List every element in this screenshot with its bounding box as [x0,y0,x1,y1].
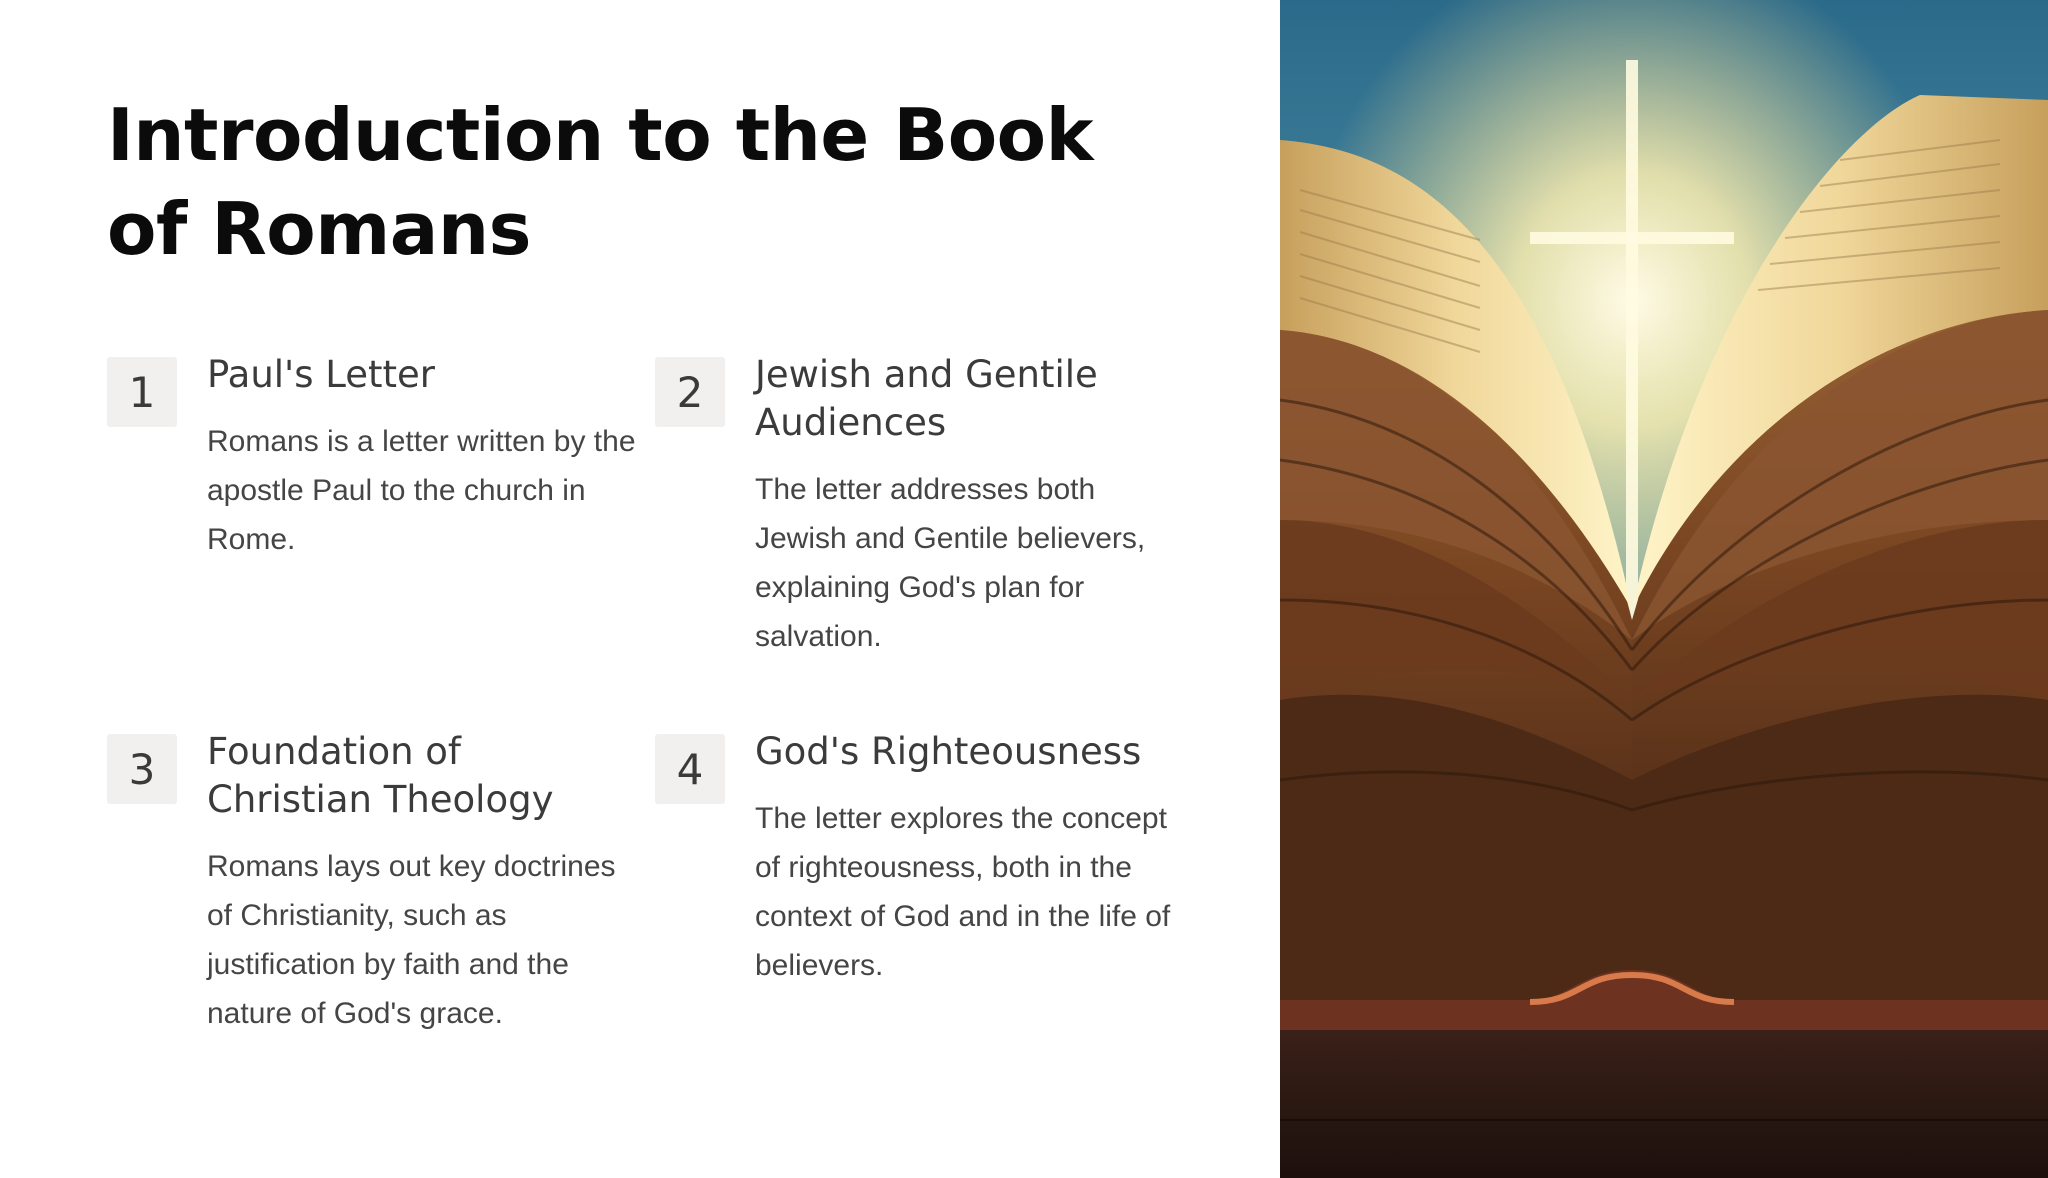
item-body [755,351,1175,661]
number-badge: 1 [107,357,177,427]
bible-cross-image [1280,0,2048,1178]
item-heading: Paul's Letter [207,353,435,396]
number-badge: 3 [107,734,177,804]
item-body [207,728,637,1038]
item-heading: Jewish and Gentile Audiences [755,353,1098,444]
page-title: Introduction to the Book of Romans [107,93,1094,271]
item-body [755,728,1175,990]
item-description: Romans lays out key doctrines of Christianity, such as justification by faith and the nature of God's grace. [207,850,616,1030]
wooden-table [1280,1030,2048,1178]
item-description: The letter addresses both Jewish and Gentile believers, explaining God's plan for salvation. [755,473,1146,653]
item-description: Romans is a letter written by the apostle Paul to the church in Rome. [207,425,636,556]
item-description: The letter explores the concept of righteousness, both in the context of God and in the life of believers. [755,802,1171,982]
open-bible-illustration [1280,0,2048,1178]
item-heading: God's Righteousness [755,730,1142,773]
number-badge: 4 [655,734,725,804]
item-heading: Foundation of Christian Theology [207,730,554,821]
number-badge: 2 [655,357,725,427]
item-body [207,351,637,564]
